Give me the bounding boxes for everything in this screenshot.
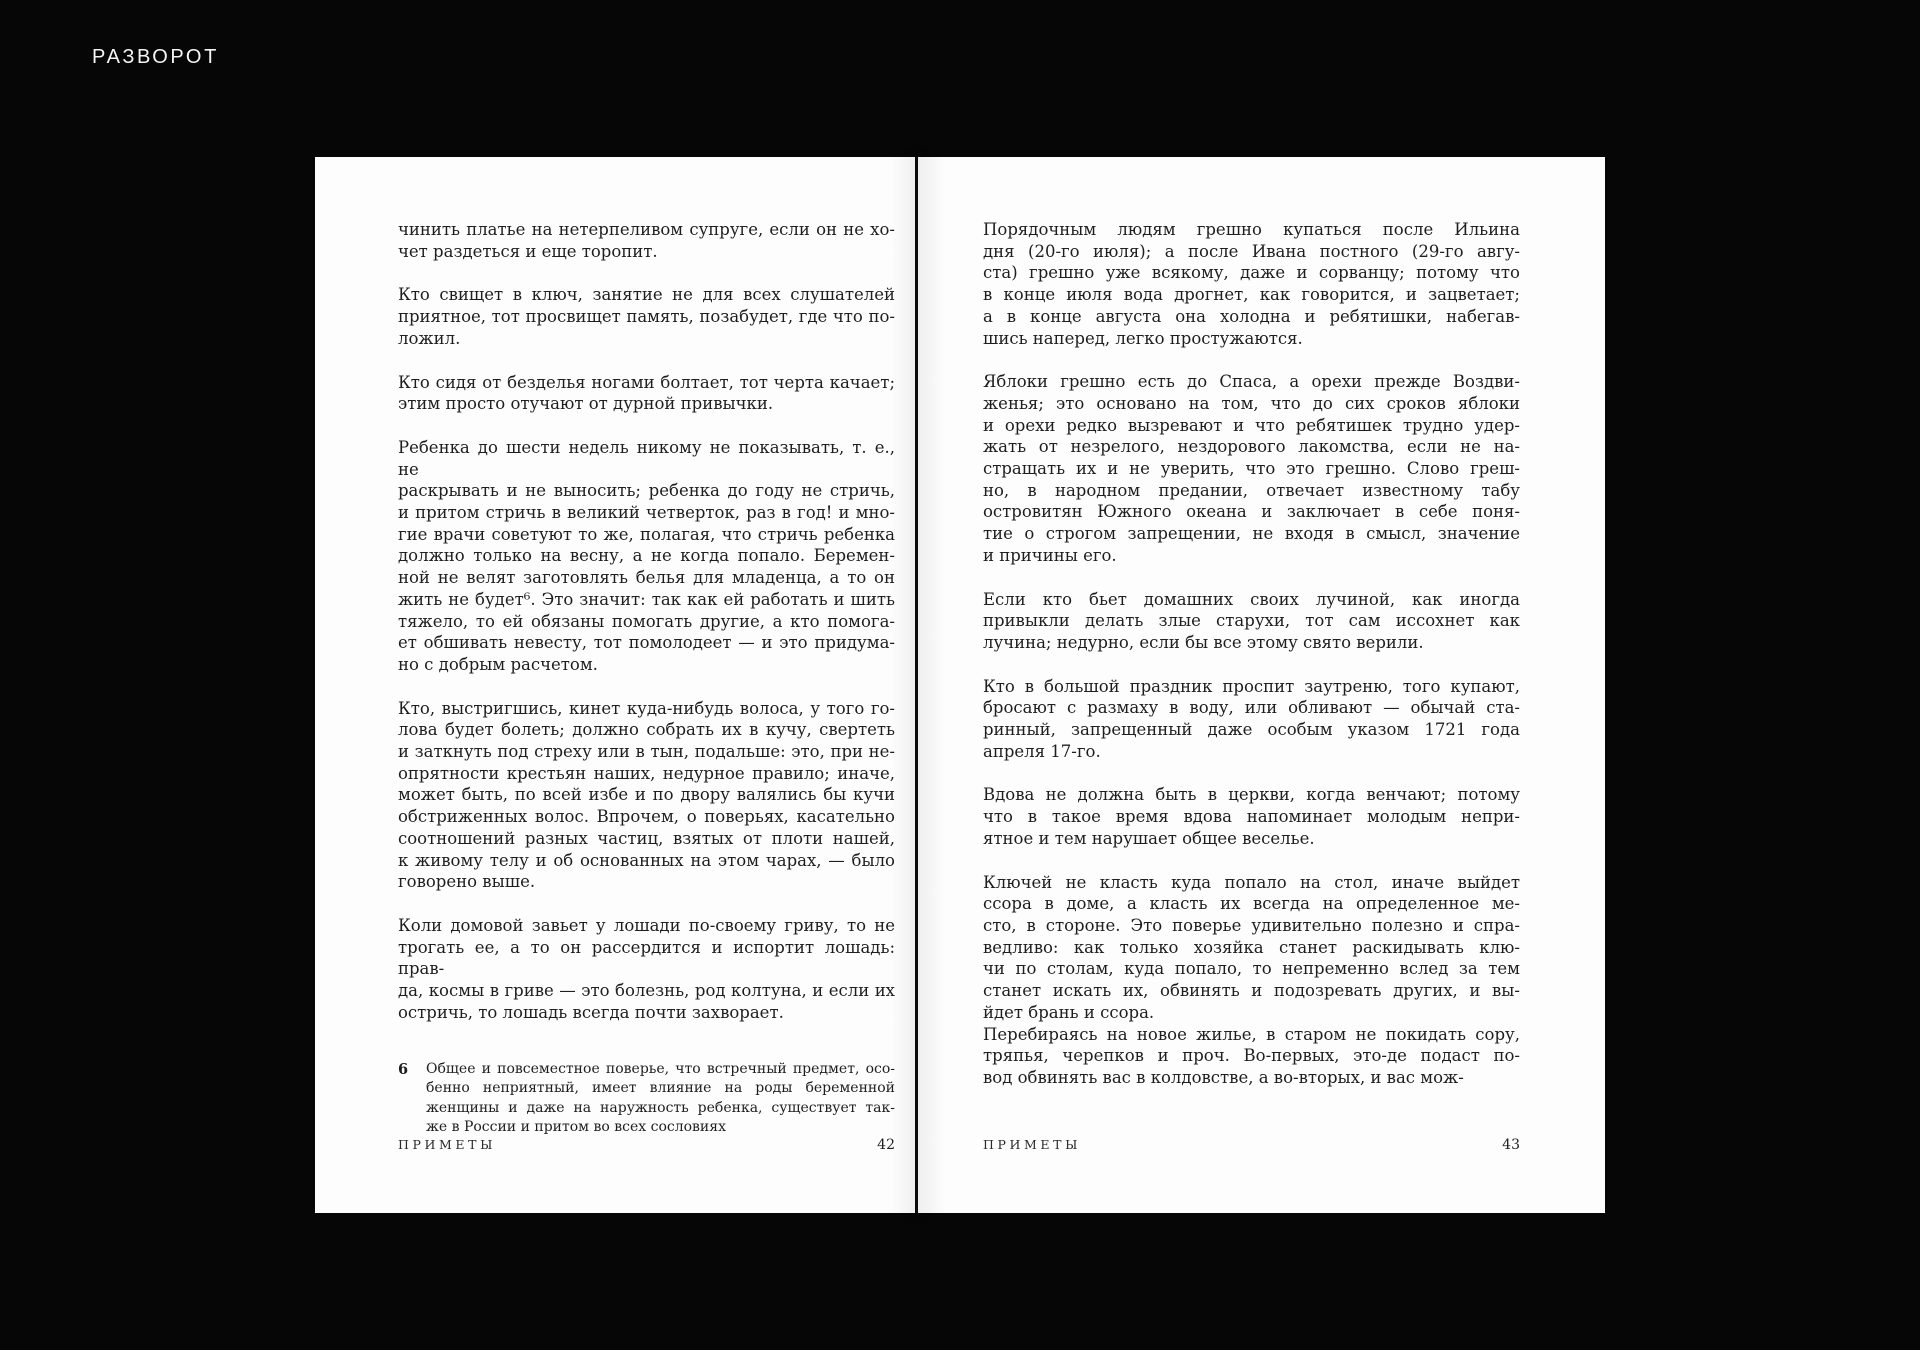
paragraph [983, 676, 1520, 763]
text-line: ложил. [398, 328, 461, 348]
paragraph [398, 698, 895, 893]
book-spread [315, 157, 1605, 1213]
text-line: ста) грешно уже всякому, даже и сорванцу; потому что [983, 263, 1520, 283]
left-page-text [398, 219, 895, 1024]
text-line: но, в народном предании, отвечает известному табу [983, 480, 1520, 500]
text-line: сто, в стороне. Это поверье удивительно полезно и спра- [983, 915, 1520, 935]
text-line: женья; это основано на том, что до сих сроков яблоки [983, 393, 1520, 413]
text-line: лучина; недурно, если бы все этому свято верили. [983, 632, 1424, 652]
text-line: ятное и тем нарушает общее веселье. [983, 828, 1315, 848]
paragraph [398, 284, 895, 349]
text-line: Ребенка до шести недель никому не показывать, т. е., не [398, 437, 895, 479]
text-line: Общее и повсеместное поверье, что встречный предмет, осо- [426, 1060, 895, 1077]
text-line: Кто в большой праздник проспит заутреню, того купают, [983, 676, 1520, 696]
text-line: этим просто отучают от дурной привычки. [398, 394, 774, 414]
text-line: Коли домовой завьет у лошади по-своему гриву, то не [398, 915, 895, 935]
text-line: йдет брань и ссора. [983, 1002, 1155, 1022]
text-line: остричь, то лошадь всегда почти захворает. [398, 1002, 784, 1022]
text-line: и причины его. [983, 545, 1117, 565]
text-line: жить не будет⁶. Это значит: так как ей работать и шить [398, 589, 895, 609]
text-line: и орехи редко вызревают и что ребятишек трудно удер- [983, 415, 1520, 435]
spread-title: РАЗВОРОТ [92, 46, 219, 68]
text-line: обстриженных волос. Впрочем, о поверьях, касательно [398, 807, 895, 827]
text-line: а в конце августа она холодна и ребятишки, набегав- [983, 306, 1520, 326]
paragraph [983, 1024, 1520, 1089]
text-line: приятное, тот просвищет память, позабудет, где что по- [398, 307, 895, 327]
text-line: Кто, выстригшись, кинет куда-нибудь волоса, у того го- [398, 698, 895, 718]
text-line: вод обвинять вас в колдовстве, а во-вторых, и вас мож- [983, 1067, 1464, 1087]
paragraph [983, 589, 1520, 654]
text-line: ринный, запрещенный даже особым указом 1721 года [983, 720, 1520, 740]
paragraph [983, 784, 1520, 849]
text-line: станет искать их, обвинять и подозревать других, и вы- [983, 981, 1520, 1001]
text-line: говорено выше. [398, 872, 536, 892]
text-line: островитян Южного океана и заключает в себе поня- [983, 502, 1520, 522]
text-line: Кто свищет в ключ, занятие не для всех слушателей [398, 285, 895, 305]
text-line: гие врачи советуют то же, полагая, что стричь ребенка [398, 524, 895, 544]
text-line: ет обшивать невесту, тот помолодеет — и это придума- [398, 633, 895, 653]
text-line: и заткнуть под стреху или в тын, подальше: это, при не- [398, 742, 895, 762]
text-line: бросают с размаху в воду, или обливают — обычай ста- [983, 698, 1520, 718]
text-line: к живому телу и об основанных на этом чарах, — было [398, 850, 895, 870]
text-line: ссора в доме, а класть их всегда на определенное ме- [983, 894, 1520, 914]
text-line: в конце июля вода дрогнет, как говорится, и зацветает; [983, 285, 1520, 305]
text-line: и притом стричь в великий четверток, раз в год! и мно- [398, 503, 895, 523]
text-line: но с добрым расчетом. [398, 654, 598, 674]
footnote-text [426, 1060, 895, 1138]
text-line: да, космы в гриве — это болезнь, род колтуна, и если их [398, 981, 895, 1001]
right-page-content [918, 157, 1605, 1089]
page-number: 42 [877, 1137, 895, 1153]
text-line: раскрывать и не выносить; ребенка до году не стричь, [398, 481, 895, 501]
text-line: Перебираясь на новое жилье, в старом не покидать сору, [983, 1024, 1520, 1044]
text-line: апреля 17-го. [983, 741, 1101, 761]
text-line: Вдова не должна быть в церкви, когда венчают; потому [983, 785, 1520, 805]
left-page-footer [315, 1137, 915, 1153]
text-line: Ключей не класть куда попало на стол, иначе выйдет [983, 872, 1520, 892]
text-line: женщины и даже на наружность ребенка, существует так- [426, 1099, 895, 1116]
text-line: чи по столам, куда попало, то непременно вслед за тем [983, 959, 1520, 979]
right-page [918, 157, 1605, 1213]
text-line: может быть, по всей избе и по двору валялись бы кучи [398, 785, 895, 805]
text-line: Если кто бьет домашних своих лучиной, как иногда [983, 589, 1520, 609]
text-line: Кто сидя от безделья ногами болтает, тот черта качает; [398, 372, 895, 392]
paragraph [983, 219, 1520, 349]
footnote [398, 1060, 895, 1138]
text-line: трогать ее, а то он рассердится и испортит лошадь: прав- [398, 937, 895, 979]
text-line: ной не велят заготовлять белья для младенца, а то он [398, 568, 895, 588]
text-line: чет раздеться и еще торопит. [398, 241, 658, 261]
text-line: тие о строгом запрещении, не входя в смысл, значение [983, 524, 1520, 544]
text-line: соотношений разных частиц, взятых от плоти нашей, [398, 828, 895, 848]
text-line: шись наперед, легко простужаются. [983, 328, 1303, 348]
text-line: чинить платье на нетерпеливом супруге, если он не хо- [398, 220, 895, 239]
running-title: ПРИМЕТЫ [398, 1137, 496, 1152]
text-line: привыкли делать злые старухи, тот сам иссохнет как [983, 611, 1520, 631]
paragraph [983, 371, 1520, 566]
text-line: стращать их и не уверить, что это грешно. Слово греш- [983, 459, 1520, 479]
text-line: тряпья, черепков и проч. Во-первых, это-де подаст по- [983, 1046, 1520, 1066]
text-line: Яблоки грешно есть до Спаса, а орехи прежде Воздви- [983, 372, 1520, 392]
text-line: Порядочным людям грешно купаться после Ильина [983, 220, 1520, 239]
right-page-footer [918, 1137, 1605, 1153]
page-number: 43 [1502, 1137, 1520, 1153]
text-line: ведливо: как только хозяйка станет раскидывать клю- [983, 937, 1520, 957]
text-line: бенно неприятный, имеет влияние на роды беременной [426, 1080, 895, 1097]
running-title: ПРИМЕТЫ [983, 1137, 1081, 1152]
paragraph [983, 872, 1520, 1024]
text-line: же в России и притом во всех сословиях [426, 1119, 726, 1136]
text-line: тяжело, то ей обязаны помогать другие, а кто помога- [398, 611, 895, 631]
text-line: что в такое время вдова напоминает молодым непри- [983, 807, 1520, 827]
paragraph [426, 1060, 895, 1138]
paragraph [398, 372, 895, 415]
text-line: жать от незрелого, нездорового лакомства, если не на- [983, 437, 1520, 457]
paragraph [398, 219, 895, 262]
left-page [315, 157, 915, 1213]
footnote-marker: 6 [398, 1060, 409, 1078]
paragraph [398, 437, 895, 676]
paragraph [398, 915, 895, 1024]
text-line: лова будет болеть; должно собрать их в кучу, свертеть [398, 720, 895, 740]
left-page-content [315, 157, 915, 1138]
right-page-text [983, 219, 1520, 1089]
text-line: должно только на весну, а не когда попало. Беремен- [398, 546, 895, 566]
text-line: опрятности крестьян наших, недурное правило; иначе, [398, 763, 895, 783]
text-line: дня (20-го июля); а после Ивана постного (29-го авгу- [983, 241, 1520, 261]
